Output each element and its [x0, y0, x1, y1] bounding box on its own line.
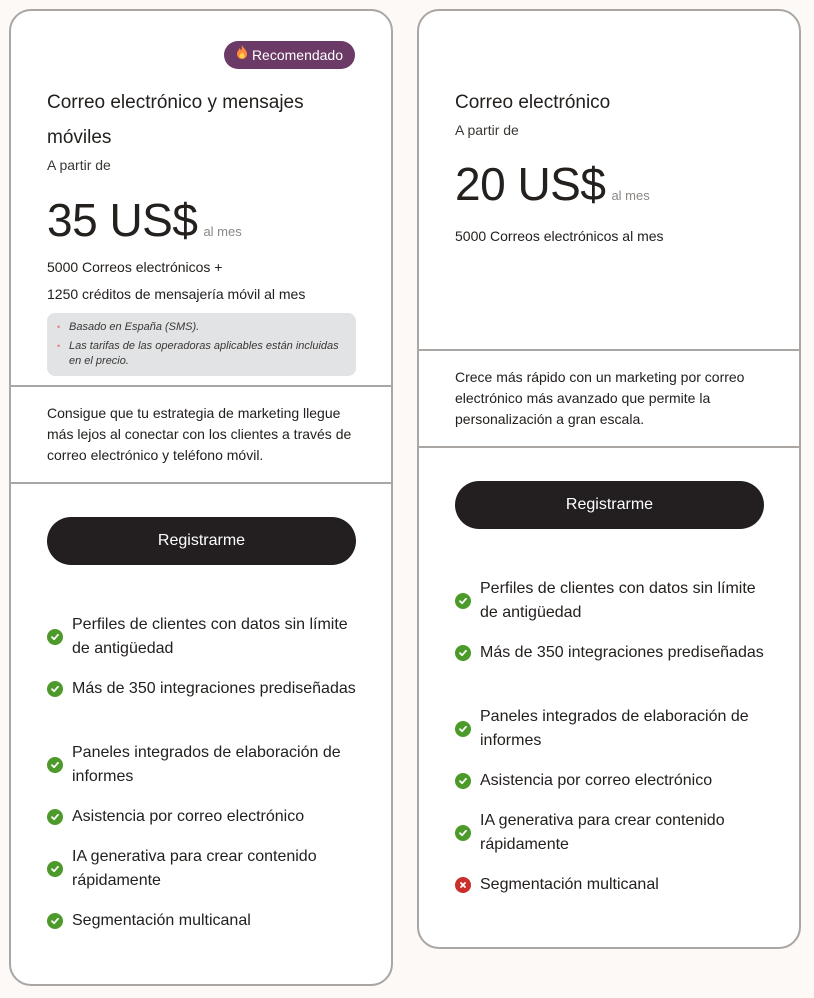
feature-item: Asistencia por correo electrónico	[47, 805, 367, 829]
note-item: • Las tarifas de las operadoras aplicables están incluidas en el precio.	[57, 340, 339, 367]
divider	[11, 385, 391, 387]
plan-allowance-line2: 1250 créditos de mensajería móvil al mes	[47, 286, 306, 302]
badge-label: Recomendado	[251, 47, 343, 63]
check-circle-icon	[455, 593, 471, 609]
check-circle-icon	[455, 825, 471, 841]
feature-item: IA generativa para crear contenido rápidamente	[455, 809, 775, 857]
feature-item: IA generativa para crear contenido rápidamente	[47, 845, 367, 893]
plan-allowance-line1: 5000 Correos electrónicos +	[47, 259, 223, 275]
feature-item: Asistencia por correo electrónico	[455, 769, 775, 793]
check-circle-icon	[47, 809, 63, 825]
check-circle-icon	[455, 721, 471, 737]
price	[47, 193, 242, 247]
plan-description: Consigue que tu estrategia de marketing llegue más lejos al conectar con los clientes a través de correo electrónico y teléfono móvil.	[47, 405, 352, 463]
price-amount: 20 US$	[455, 158, 606, 210]
price-prefix: A partir de	[455, 122, 519, 138]
pricing-card-email-mobile	[9, 9, 393, 986]
feature-item: Segmentación multicanal	[455, 873, 775, 897]
feature-item: Más de 350 integraciones prediseñadas	[455, 641, 775, 665]
check-circle-icon	[455, 645, 471, 661]
price	[455, 157, 650, 211]
fire-icon	[236, 41, 248, 69]
plan-allowance: 5000 Correos electrónicos al mes	[455, 228, 664, 244]
pricing-card-email	[417, 9, 801, 949]
check-circle-icon	[47, 913, 63, 929]
feature-item: Segmentación multicanal	[47, 909, 367, 933]
bullet-icon: •	[57, 341, 61, 351]
feature-item: Perfiles de clientes con datos sin límite de antigüedad	[47, 613, 367, 661]
note-item: • Basado en España (SMS).	[57, 321, 200, 333]
divider	[419, 349, 799, 351]
feature-item: Paneles integrados de elaboración de informes	[47, 741, 367, 789]
pricing-notes	[47, 313, 356, 376]
bullet-icon: •	[57, 322, 61, 332]
feature-item: Paneles integrados de elaboración de informes	[455, 705, 775, 753]
check-circle-icon	[47, 757, 63, 773]
check-circle-icon	[455, 773, 471, 789]
signup-button[interactable]: Registrarme	[47, 517, 356, 565]
check-circle-icon	[47, 861, 63, 877]
price-period: al mes	[203, 224, 242, 239]
plan-title-line2: móviles	[47, 127, 112, 148]
divider	[11, 482, 391, 484]
feature-item: Más de 350 integraciones prediseñadas	[47, 677, 367, 701]
price-period: al mes	[611, 188, 650, 203]
recommended-badge	[224, 41, 355, 69]
check-circle-icon	[47, 681, 63, 697]
plan-title: Correo electrónico	[455, 92, 611, 113]
check-circle-icon	[47, 629, 63, 645]
feature-item: Perfiles de clientes con datos sin límite de antigüedad	[455, 577, 775, 625]
plan-description: Crece más rápido con un marketing por correo electrónico más avanzado que permite la personalización a gran escala.	[455, 369, 745, 427]
price-prefix: A partir de	[47, 157, 111, 173]
plan-title: Correo electrónico y mensajes	[47, 92, 304, 113]
x-circle-icon	[455, 877, 471, 893]
divider	[419, 446, 799, 448]
signup-button[interactable]: Registrarme	[455, 481, 764, 529]
price-amount: 35 US$	[47, 194, 198, 246]
